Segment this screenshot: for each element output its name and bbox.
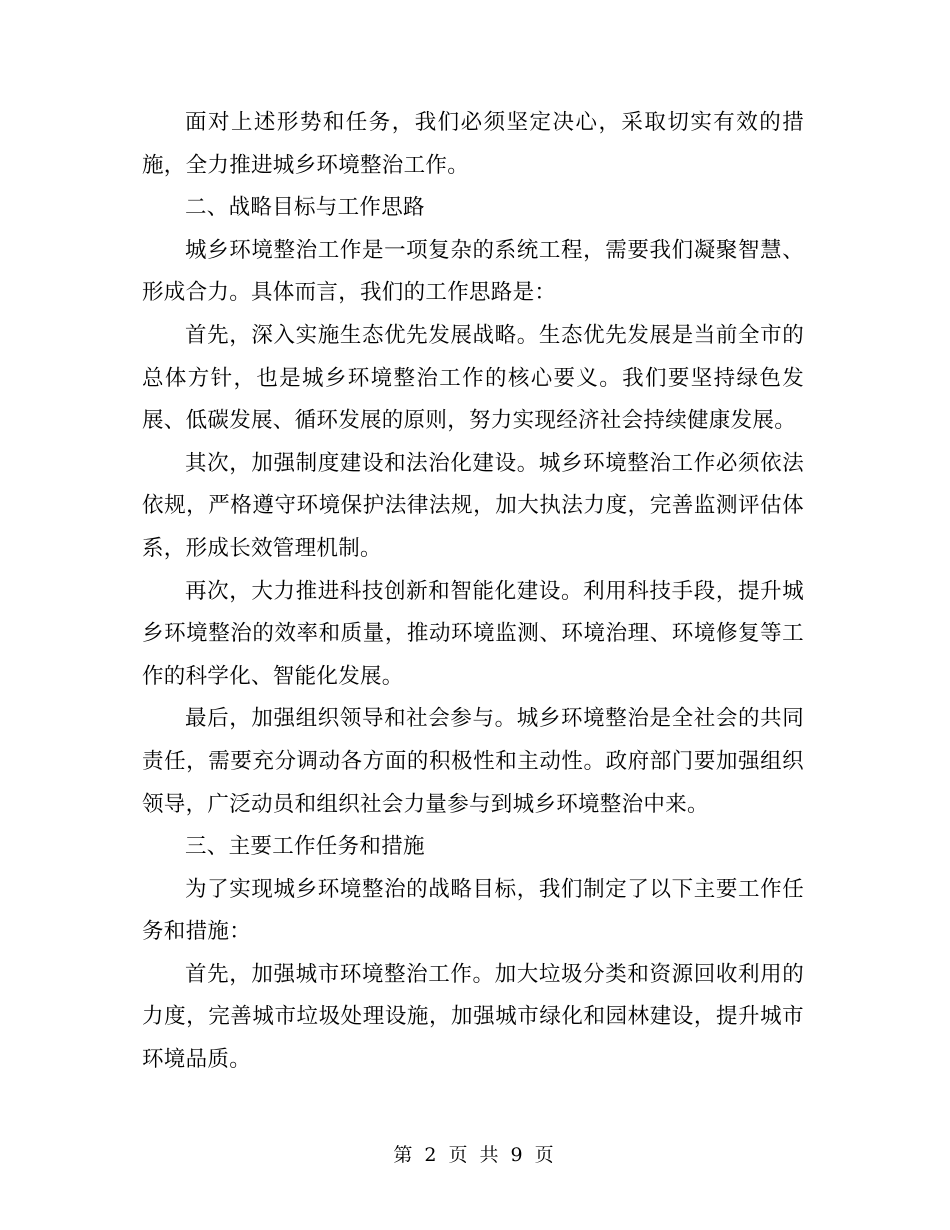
- paragraph-last-organization: 最后，加强组织领导和社会参与。城乡环境整治是全社会的共同责任，需要充分调动各方面的积极性和主动性。政府部门要加强组织领导，广泛动员和组织社会力量参与到城乡环境整治中来。: [142, 706, 804, 817]
- paragraph-tasks-intro: 为了实现城乡环境整治的战略目标，我们制定了以下主要工作任务和措施：: [142, 876, 804, 945]
- paragraph-thinking: 城乡环境整治工作是一项复杂的系统工程，需要我们凝聚智慧、形成合力。具体而言，我们的工作思路是：: [142, 237, 804, 306]
- section-heading-2: 二、战略目标与工作思路: [185, 195, 425, 221]
- paragraph-first-ecology: 首先，深入实施生态优先发展战略。生态优先发展是当前全市的总体方针，也是城乡环境整治工作的核心要义。我们要坚持绿色发展、低碳发展、循环发展的原则，努力实现经济社会持续健康发展。: [142, 322, 804, 434]
- page-number-footer: 第 2 页 共 9 页: [393, 1144, 557, 1166]
- section-heading-3: 三、主要工作任务和措施: [185, 834, 425, 860]
- document-body: [142, 102, 804, 1082]
- paragraph-third-tech: 再次，大力推进科技创新和智能化建设。利用科技手段，提升城乡环境整治的效率和质量，推动环境监测、环境治理、环境修复等工作的科学化、智能化发展。: [142, 578, 804, 689]
- paragraph-first-city: 首先，加强城市环境整治工作。加大垃圾分类和资源回收利用的力度，完善城市垃圾处理设施，加强城市绿化和园林建设，提升城市环境品质。: [142, 961, 804, 1073]
- paragraph-second-legal: 其次，加强制度建设和法治化建设。城乡环境整治工作必须依法依规，严格遵守环境保护法律法规，加大执法力度，完善监测评估体系，形成长效管理机制。: [142, 450, 804, 561]
- paragraph-intro: 面对上述形势和任务，我们必须坚定决心，采取切实有效的措施，全力推进城乡环境整治工作。: [142, 110, 804, 178]
